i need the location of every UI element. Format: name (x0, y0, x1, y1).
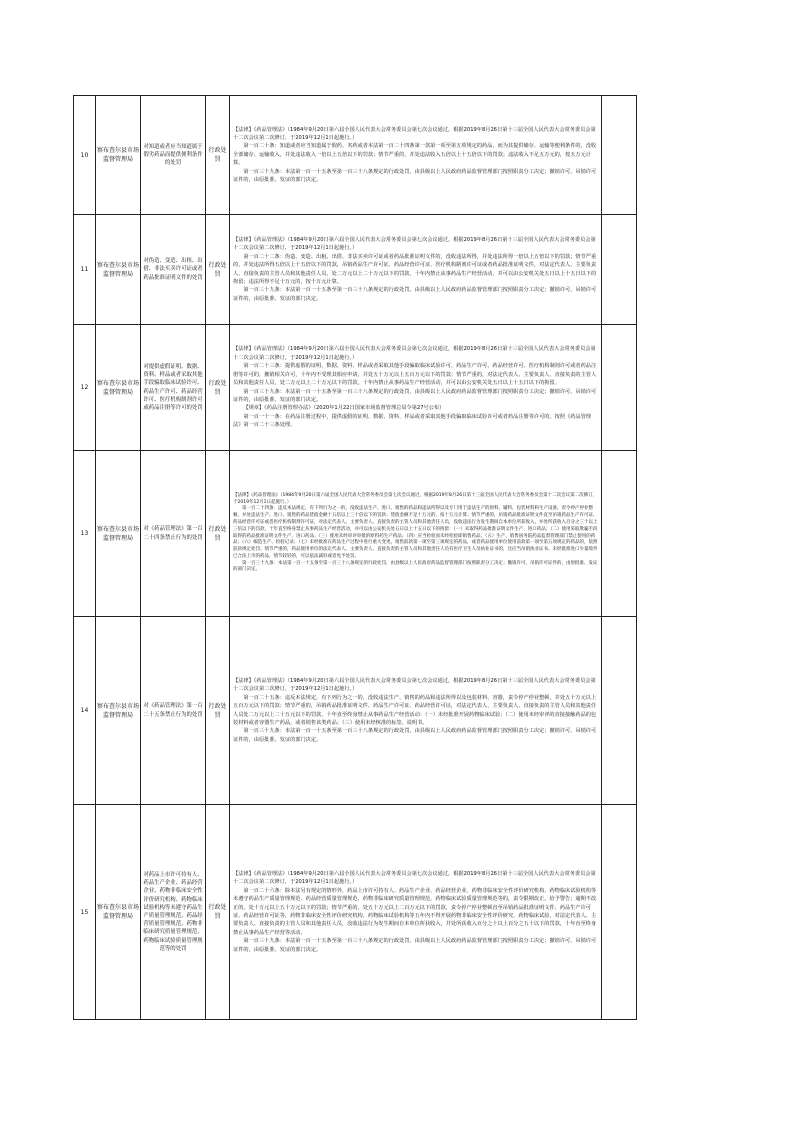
department-cell: 察布查尔县市场监督管理局 (96, 617, 141, 805)
legal-basis-paragraph: 第一百三十九条：本法第一百一十五条至第一百三十八条规定的行政处罚，由县级以上人民政府药品监督管理部门按照职责分工决定；撤销许可、吊销许可证件的，由原批准、发证的部门决定。 (233, 388, 597, 403)
legal-basis-cell (230, 451, 602, 617)
department-cell: 察布查尔县市场监督管理局 (96, 96, 141, 215)
remarks-cell (602, 617, 637, 805)
legal-basis-paragraph: 【法律】《药品管理法》（1984年9月20日第六届全国人民代表大会常务委员会第七次会议通过，根据2019年8月26日第十三届全国人民代表大会常务委员会第十二次会议第二次修订，于2019年12月1日起施行。） (233, 677, 596, 693)
remarks-cell (602, 325, 637, 451)
legal-basis-paragraph: 第一百二十三条：提供虚假的证明、数据、资料、样品或者采取其他手段骗取临床试验许可、药品生产许可、药品经营许可、医疗机构制剂许可或者药品注册等许可的，撤销相关许可，十年内不受理其相应申请，并处五十万元以上五百万元以下的罚款；情节严重的，对法定代表人、主要负责人、直接负责的主管人员和其他责任人员，处二万元以上二十万元以下的罚款，十年内禁止从事药品生产经营活动，并可以由公安机关处五日以上十五日以下的拘留。 (233, 363, 597, 387)
table-row (74, 805, 637, 1020)
department-cell: 察布查尔县市场监督管理局 (96, 215, 141, 325)
row-number: 13 (74, 451, 96, 617)
row-number: 15 (74, 805, 96, 1020)
department-cell: 察布查尔县市场监督管理局 (96, 805, 141, 1020)
item-name-cell: 对伪造、变造、出租、出借、非法买卖许可证或者药品批准证明文件的处罚 (141, 215, 206, 325)
item-name-cell: 对《药品管理法》第一百二十五条禁止行为的处罚 (141, 617, 206, 805)
item-name-cell: 对《药品管理法》第一百二十四条禁止行为的处罚 (141, 451, 206, 617)
legal-basis-paragraph: 第一百二十二条：伪造、变造、出租、出借、非法买卖许可证或者药品批准证明文件的，没收违法所得，并处违法所得一倍以上五倍以下的罚款；情节严重的，并处违法所得五倍以上十五倍以下的罚款，吊销药品生产许可证、药品经营许可证、医疗机构制剂许可证或者药品批准证明文件，对法定代表人、主要负责人、直接负责的主管人员和其他责任人员，处二万元以上二十万元以下的罚款，十年内禁止从事药品生产经营活动，并可以由公安机关处五日以上十五日以下的拘留；违法所得不足十万元的，按十万元计算。 (233, 253, 597, 285)
legal-basis-paragraph: 第一百一十一条：在药品注册过程中，提供虚假的证明、数据、资料、样品或者采取其他手段骗取临床试验许可或者药品注册等许可的，按照《药品管理法》第一百二十三条处理。 (233, 413, 591, 429)
penalty-table (73, 95, 637, 1020)
legal-basis-paragraph: 第一百三十九条：本法第一百一十五条至第一百三十八条规定的行政处罚，由县级以上人民政府药品监督管理部门按照职责分工决定；撤销许可、吊销许可证件的，由原批准、发证的部门决定。 (233, 287, 597, 302)
remarks-cell (602, 215, 637, 325)
item-name-cell: 对提供虚假证明、数据、资料、样品或者采取其他手段骗取临床试验许可、药品生产许可、药品经营许可、医疗机构制剂许可或药品注册等许可的处罚 (141, 325, 206, 451)
item-type-cell: 行政处罚 (206, 805, 230, 1020)
legal-basis-cell (230, 617, 602, 805)
legal-basis-paragraph: 【法律】《药品管理法》（1984年9月20日第六届全国人民代表大会常务委员会第七次会议通过，根据2019年8月26日第十三届全国人民代表大会常务委员会第十二次会议第二次修订，于2019年12月1日起施行。） (233, 236, 596, 252)
legal-basis-paragraph: 【法律】《药品管理法》（1984年9月20日第六届全国人民代表大会常务委员会第七次会议通过，根据2019年8月26日第十三届全国人民代表大会常务委员会第十二次会议第二次修订，于2019年12月1日起施行。） (233, 870, 596, 886)
legal-basis-cell (230, 215, 602, 325)
row-number: 12 (74, 325, 96, 451)
row-number: 10 (74, 96, 96, 215)
legal-basis-paragraph: 【规章】《药品注册管理办法》（2020年1月22日国家市场监督管理总局令第27号公布） (243, 405, 445, 412)
legal-basis-paragraph: 第一百二十五条：违反本法规定，有下列行为之一的，没收违法生产、销售的药品和违法所得以及包装材料、容器，责令停产停业整顿，并处五十万元以上五百万元以下的罚款；情节严重的，吊销药品批准证明文件、药品生产许可证、药品经营许可证，对法定代表人、主要负责人、直接负责的主管人员和其他责任人员处二万元以上二十万元以下的罚款，十年直至终身禁止从事药品生产经营活动：（一）未经批准开展药物临床试验；（二）使用未经审评的直接接触药品的包装材料或者容器生产药品，或者销售该类药品；（三）使用未经核准的标签、说明书。 (233, 694, 597, 726)
remarks-cell (602, 805, 637, 1020)
item-type-cell: 行政处罚 (206, 617, 230, 805)
table-row (74, 325, 637, 451)
legal-basis-paragraph: 第一百三十九条：本法第一百一十五条至第一百三十八条规定的行政处罚，由县级以上人民政府药品监督管理部门按照职责分工决定；撤销许可、吊销许可证件的，由原批准、发证的部门决定。 (233, 168, 597, 184)
table-row (74, 215, 637, 325)
table-body (74, 96, 637, 1020)
row-number: 14 (74, 617, 96, 805)
item-type-cell: 行政处罚 (206, 451, 230, 617)
legal-basis-paragraph: 第一百三十九条：本法第一百一十五条至第一百三十八条规定的行政处罚，由县级以上人民政府药品监督管理部门按照职责分工决定；撤销许可、吊销许可证件的，由原批准、发证的部门决定。 (233, 728, 597, 743)
table-row (74, 617, 637, 805)
legal-basis-paragraph: 【法律】《药品管理法》（1984年9月20日第六届全国人民代表大会常务委员会第七次会议通过，根据2019年8月26日第十三届全国人民代表大会常务委员会第十二次会议第二次修订，于2019年12月1日起施行。） (233, 492, 598, 505)
legal-basis-paragraph: 第一百二十四条：违反本法规定，有下列行为之一的，没收违法生产、进口、销售的药品和违法所得以及专门用于违法生产的原料、辅料、包装材料和生产设备，责令停产停业整顿，并处违法生产、进口、销售的药品货值金额十五倍以上三十倍以下的罚款；货值金额不足十万元的，按十万元计算；情节严重的，吊销药品批准证明文件直至吊销药品生产许可证、药品经营许可证或者医疗机构制剂许可证，对法定代表人、主要负责人、直接负责的主管人员和其他责任人员，没收违法行为发生期间自本单位所获收入，并处所获收入百分之三十以上三倍以下的罚款，十年直至终身禁止从事药品生产经营活动，并可以由公安机关处五日以上十五日以下的拘留：（一）未取得药品批准证明文件生产、进口药品；（二）使用采取欺骗手段取得的药品批准证明文件生产、进口药品；（三）使用未经审评审批的原料药生产药品；（四）应当检验而未经检验即销售药品；（五）生产、销售国务院药品监督管理部门禁止使用的药品；（六）编造生产、检验记录；（七）未经批准在药品生产过程中进行重大变更。销售前款第一项至第三项规定的药品，或者药品使用单位使用前款第一项至第五项规定的药品的，依照前款规定处罚；情节严重的，药品使用单位的法定代表人、主要负责人、直接负责的主管人员和其他责任人员有医疗卫生人员执业证书的，还应当吊销执业证书。未经批准进口少量境外已合法上市的药品，情节较轻的，可以依法减轻或者免予处罚。 (233, 506, 598, 559)
legal-basis-paragraph: 【法律】《药品管理法》（1984年9月20日第六届全国人民代表大会常务委员会第七次会议通过，根据2019年8月26日第十三届全国人民代表大会常务委员会第十二次会议第二次修订，于2019年12月1日起施行。） (233, 126, 596, 141)
table-row (74, 96, 637, 215)
legal-basis-cell (230, 96, 602, 215)
legal-basis-cell (230, 805, 602, 1020)
item-name-cell: 对知道或者应当知道属于假劣药品而提供便利条件的处罚 (141, 96, 206, 215)
item-type-cell: 行政处罚 (206, 215, 230, 325)
table-row (74, 451, 637, 617)
row-number: 11 (74, 215, 96, 325)
legal-basis-paragraph: 【法律】《药品管理法》（1984年9月20日第六届全国人民代表大会常务委员会第七次会议通过，根据2019年8月26日第十三届全国人民代表大会常务委员会第十二次会议第二次修订，于2019年12月1日起施行。） (233, 346, 596, 361)
item-type-cell: 行政处罚 (206, 325, 230, 451)
legal-basis-paragraph: 第一百二十条：知道或者应当知道属于假药、劣药或者本法第一百二十四条第一款第一项至第五项规定的药品，而为其提供储存、运输等便利条件的，没收全部储存、运输收入，并处违法收入一倍以上五倍以下的罚款；情节严重的，并处违法收入五倍以上十五倍以下的罚款；违法收入不足五万元的，按五万元计算。 (233, 143, 597, 167)
remarks-cell (602, 451, 637, 617)
legal-basis-paragraph: 第一百二十六条：除本法另有规定的情形外，药品上市许可持有人、药品生产企业、药品经营企业、药物非临床安全性评价研究机构、药物临床试验机构等未遵守药品生产质量管理规范、药品经营质量管理规范、药物非临床研究质量管理规范、药物临床试验质量管理规范等的，责令限期改正，给予警告；逾期不改正的，处十万元以上五十万元以下的罚款；情节严重的，处五十万元以上二百万元以下的罚款，责令停产停业整顿直至吊销药品批准证明文件、药品生产许可证、药品经营许可证等，药物非临床安全性评价研究机构、药物临床试验机构等五年内不得开展药物非临床安全性评价研究、药物临床试验，对法定代表人、主要负责人、直接负责的主管人员和其他责任人员，没收违法行为发生期间自本单位所获收入，并处所获收入百分之十以上百分之五十以下的罚款，十年直至终身禁止从事药品生产经营等活动。 (233, 887, 597, 936)
legal-basis-cell (230, 325, 602, 451)
item-name-cell: 对药品上市许可持有人、药品生产企业、药品经营企业、药物非临床安全性评价研究机构、药物临床试验机构等未遵守药品生产质量管理规范、药品经营质量管理规范、药物非临床研究质量管理规范、药物临床试验质量管理规范等的处罚 (141, 805, 206, 1020)
legal-basis-paragraph: 第一百三十九条：本法第一百一十五条至第一百三十八条规定的行政处罚，由县级以上人民政府药品监督管理部门按照职责分工决定；撤销许可、吊销许可证件的，由原批准、发证的部门决定。 (233, 560, 598, 573)
department-cell: 察布查尔县市场监督管理局 (96, 451, 141, 617)
legal-basis-paragraph: 第一百三十九条：本法第一百一十五条至第一百三十八条规定的行政处罚，由县级以上人民政府药品监督管理部门按照职责分工决定；撤销许可、吊销许可证件的，由原批准、发证的部门决定。 (233, 938, 597, 953)
department-cell: 察布查尔县市场监督管理局 (96, 325, 141, 451)
remarks-cell (602, 96, 637, 215)
item-type-cell: 行政处罚 (206, 96, 230, 215)
